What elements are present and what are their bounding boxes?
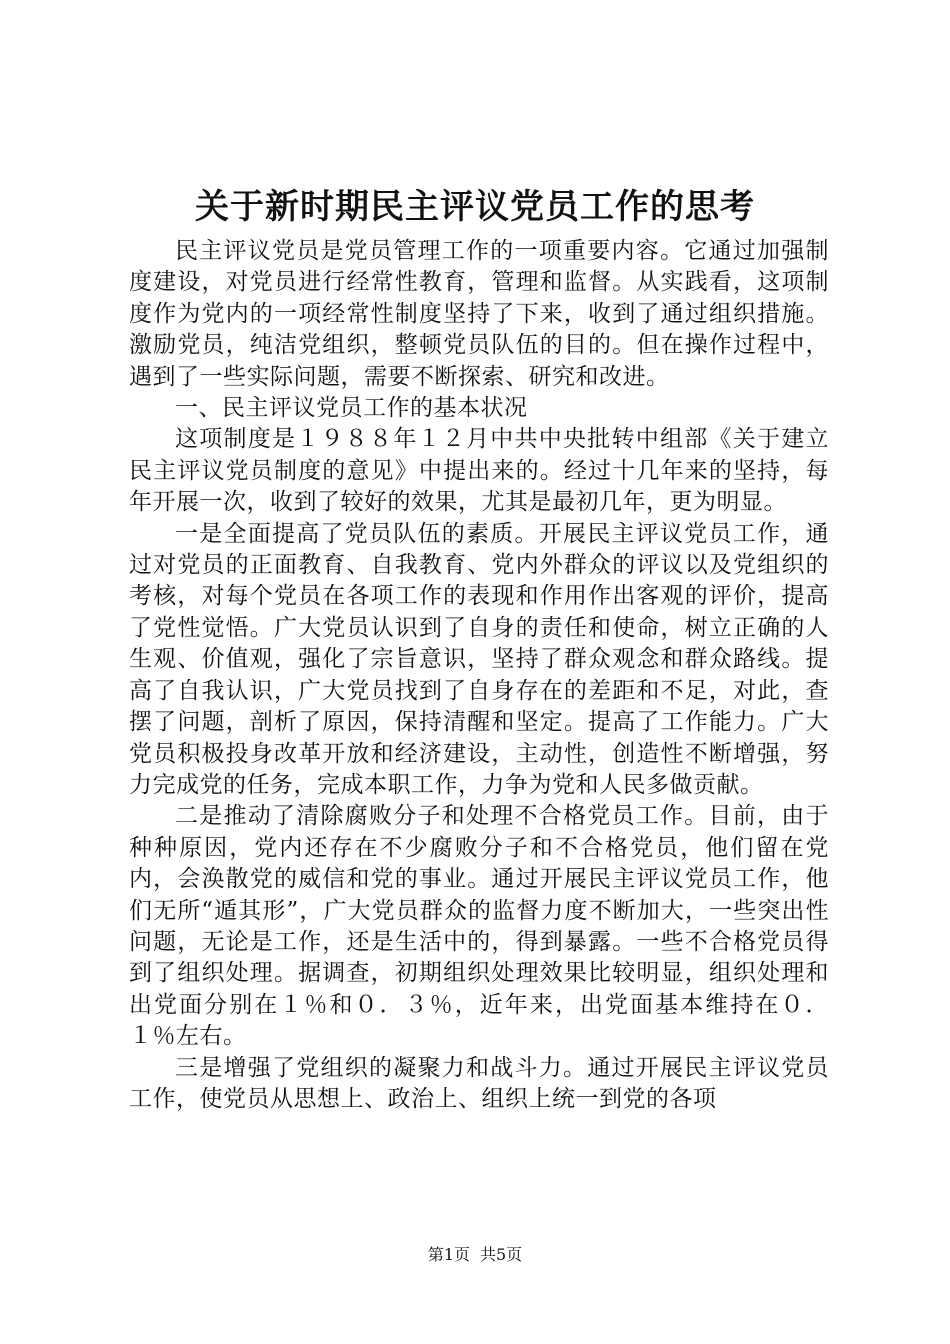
- section-heading-1: 一、民主评议党员工作的基本状况: [175, 395, 528, 422]
- page-number: 第1页: [427, 1245, 470, 1264]
- page-total: 共5页: [480, 1245, 523, 1264]
- paragraph-intro: 民主评议党员是党员管理工作的一项重要内容。它通过加强制度建设，对党员进行经常性教育，管理和监督。从实践看，这项制度作为党内的一项经常性制度坚持了下来，收到了通过组织措施。激励党员，纯洁党组织，整顿党员队伍的目的。但在操作过程中，遇到了一些实际问题，需要不断探索、研究和改进。: [129, 238, 829, 390]
- document-title: 关于新时期民主评议党员工作的思考: [195, 187, 755, 227]
- document-body: [129, 236, 829, 1115]
- paragraph-point-2: 二是推动了清除腐败分子和处理不合格党员工作。目前，由于种种原因，党内还存在不少腐败分子和不合格党员，他们留在党内，会涣散党的威信和党的事业。通过开展民主评议党员工作，他们无所“遁其形”，广大党员群众的监督力度不断加大，一些突出性问题，无论是工作，还是生活中的，得到暴露。一些不合格党员得到了组织处理。据调查，初期组织处理效果比较明显，组织处理和出党面分别在１％和０．３％，近年来，出党面基本维持在０．１％左右。: [129, 803, 829, 1050]
- paragraph-point-1: 一是全面提高了党员队伍的素质。开展民主评议党员工作，通过对党员的正面教育、自我教育、党内外群众的评议以及党组织的考核，对每个党员在各项工作的表现和作用作出客观的评价，提高了党性觉悟。广大党员认识到了自身的责任和使命，树立正确的人生观、价值观，强化了宗旨意识，坚持了群众观念和群众路线。提高了自我认识，广大党员找到了自身存在的差距和不足，对此，查摆了问题，剖析了原因，保持清醒和坚定。提高了工作能力。广大党员积极投身改革开放和经济建设，主动性，创造性不断增强，努力完成党的任务，完成本职工作，力争为党和人民多做贡献。: [129, 520, 829, 798]
- page-footer: [0, 1244, 950, 1266]
- paragraph-history: 这项制度是１９８８年１２月中共中央批转中组部《关于建立民主评议党员制度的意见》中提出来的。经过十几年来的坚持，每年开展一次，收到了较好的效果，尤其是最初几年，更为明显。: [129, 426, 829, 516]
- paragraph-point-3: 三是增强了党组织的凝聚力和战斗力。通过开展民主评议党员工作，使党员从思想上、政治上、组织上统一到党的各项: [129, 1054, 829, 1112]
